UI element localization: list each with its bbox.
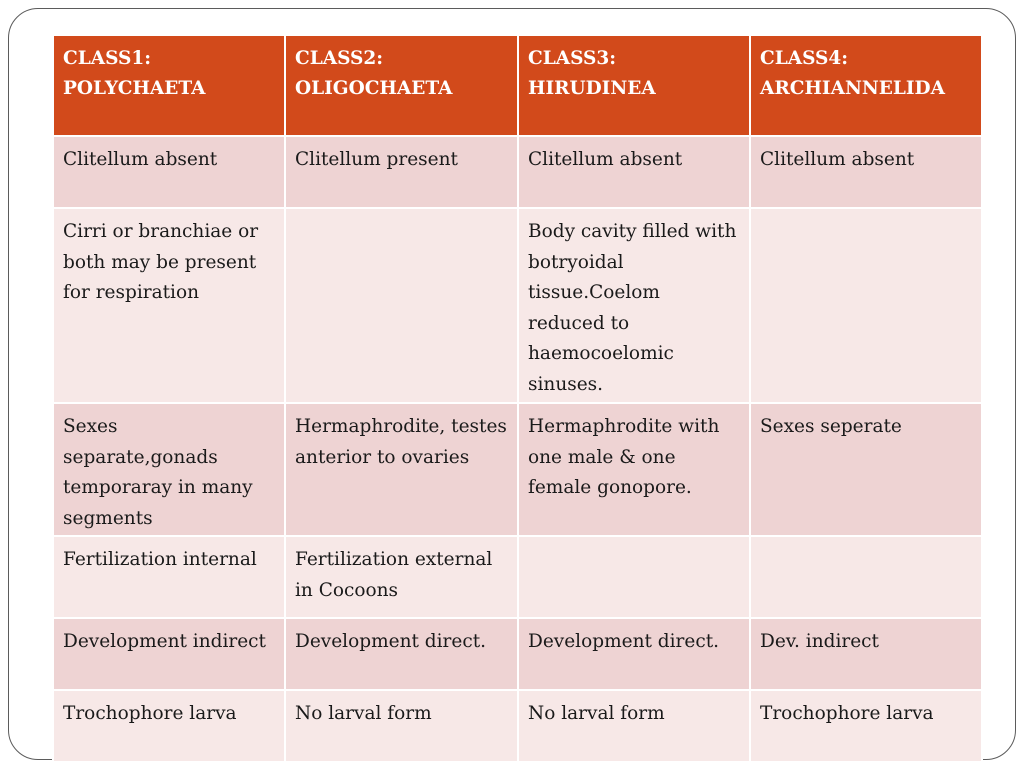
table-cell: Clitellum present [285,136,518,208]
table-cell: Clitellum absent [53,136,285,208]
table-row [53,208,982,403]
table-row [53,403,982,536]
table-row [53,536,982,618]
table-cell: No larval form [518,690,750,762]
table-cell: Development direct. [285,618,518,690]
table-cell: Clitellum absent [750,136,982,208]
table-cell [750,208,982,403]
table-row [53,690,982,762]
table-cell: Trochophore larva [750,690,982,762]
table-cell: Cirri or branchiae or both may be present for respiration [53,208,285,403]
table-cell: Development indirect [53,618,285,690]
table-row [53,136,982,208]
table-cell: Sexes separate,gonads temporaray in many segments [53,403,285,536]
table-cell [285,208,518,403]
table-cell: Hermaphrodite with one male & one female gonopore. [518,403,750,536]
table-cell: Body cavity filled with botryoidal tissue.Coelom reduced to haemocoelomic sinuses. [518,208,750,403]
table-cell: No larval form [285,690,518,762]
table-cell: Clitellum absent [518,136,750,208]
table-cell: Fertilization internal [53,536,285,618]
table-cell: Fertilization external in Cocoons [285,536,518,618]
header-class3: CLASS3: HIRUDINEA [518,35,750,136]
header-class2: CLASS2: OLIGOCHAETA [285,35,518,136]
table-cell [518,536,750,618]
table-row [53,618,982,690]
header-class4: CLASS4: ARCHIANNELIDA [750,35,982,136]
header-class1: CLASS1: POLYCHAETA [53,35,285,136]
table-cell: Sexes seperate [750,403,982,536]
table-cell: Development direct. [518,618,750,690]
table-cell: Dev. indirect [750,618,982,690]
table-cell: Trochophore larva [53,690,285,762]
header-row [53,35,982,136]
annelida-classes-table [52,34,983,763]
table-cell [750,536,982,618]
table-cell: Hermaphrodite, testes anterior to ovaries [285,403,518,536]
